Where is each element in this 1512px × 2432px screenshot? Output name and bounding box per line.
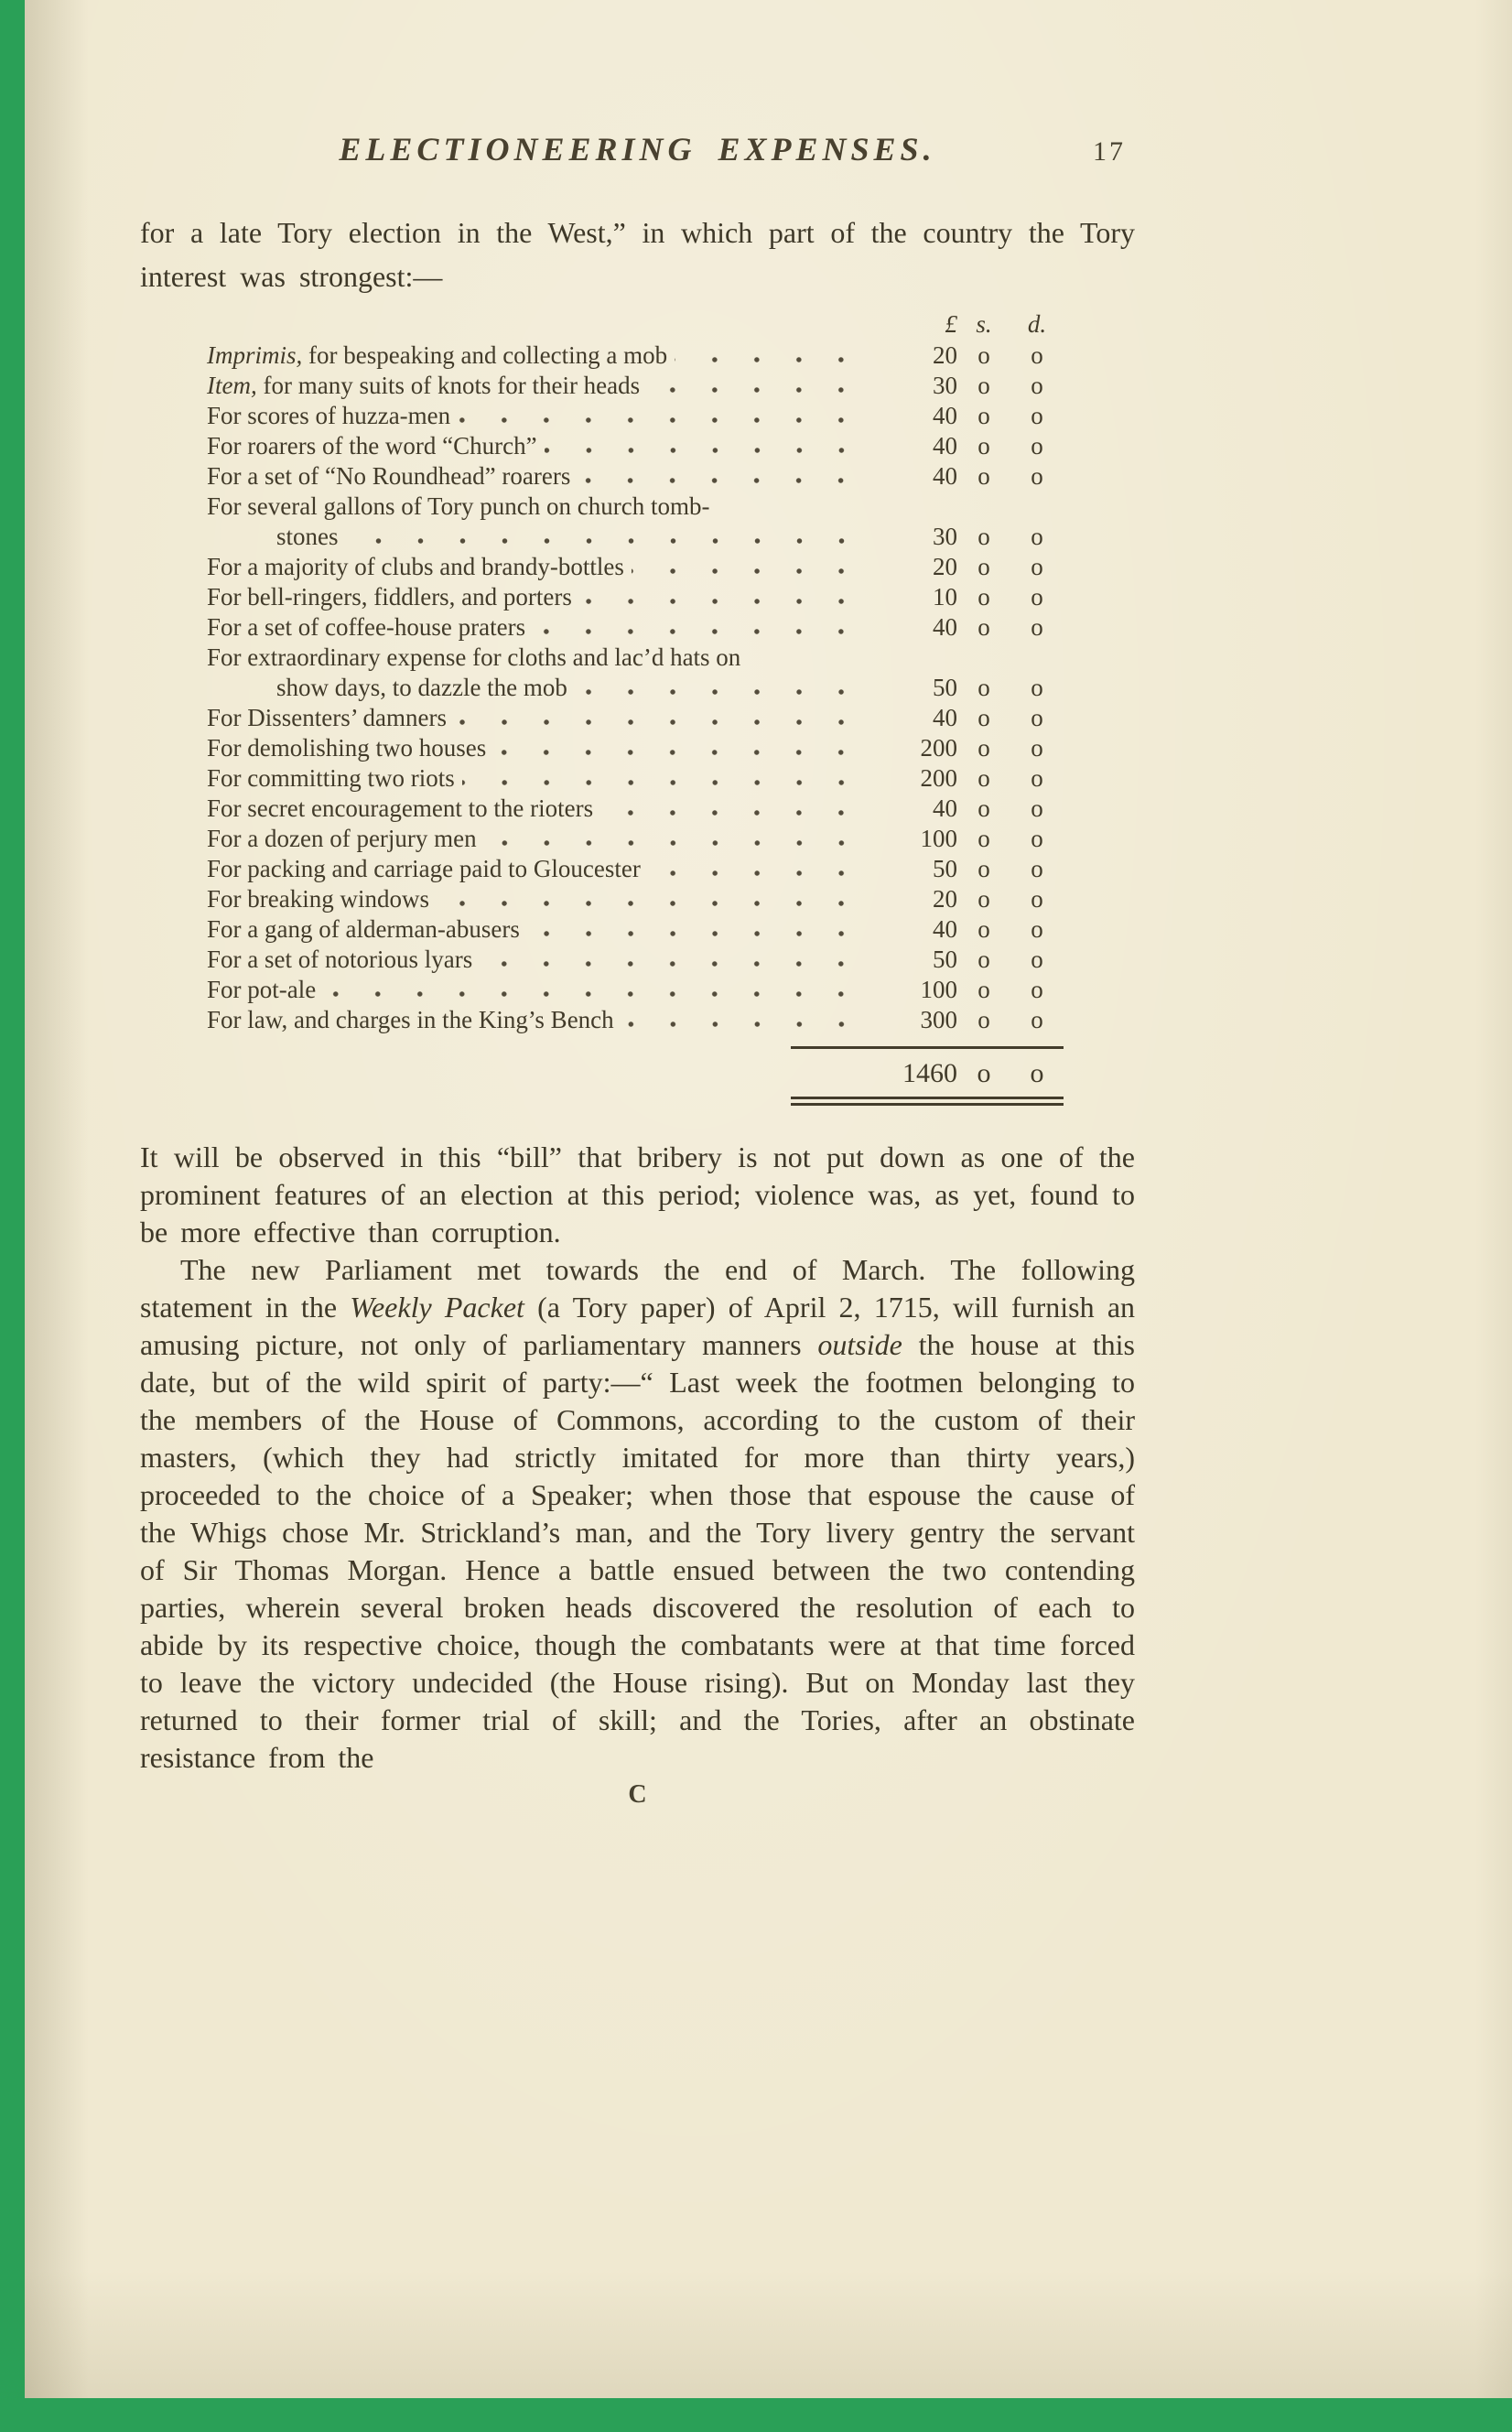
expense-row [140, 733, 1064, 763]
amount-pounds: 100 [920, 825, 957, 852]
expense-row [140, 763, 1064, 794]
body-paragraph [140, 1251, 1135, 1777]
leader-dots [579, 598, 862, 605]
amount-pence: o [1031, 462, 1043, 490]
text-run: The new Parliament met towards the end of March. The following statement in the [140, 1253, 1135, 1324]
amount-pence: o [1031, 1006, 1043, 1033]
pence-column-header: d. [1027, 310, 1047, 338]
expense-row [140, 401, 1064, 431]
row-label: Item, for many suits of knots for their heads [207, 372, 641, 399]
expense-row [140, 552, 1064, 582]
amount-pence: o [1031, 885, 1043, 913]
total-double-rule [791, 1097, 1064, 1106]
text-run: (a Tory paper) of April 2, 1715, will furnish an amusing picture, not only of parliamentary manners [140, 1291, 1136, 1361]
total-shillings: o [977, 1058, 991, 1088]
leader-dots [323, 990, 862, 998]
row-italic-lead: Imprimis, [207, 341, 303, 369]
amount-shillings: o [977, 1006, 990, 1033]
leader-dots [621, 1021, 862, 1028]
total-rule [791, 1046, 1064, 1049]
row-label: For packing and carriage paid to Gloucester [207, 855, 641, 882]
page-number: 17 [1093, 136, 1126, 167]
amount-shillings: o [977, 915, 990, 943]
row-continuation [207, 522, 1064, 552]
amount-pence: o [1031, 341, 1043, 369]
amount-pounds: 10 [933, 583, 957, 611]
amount-pounds: 40 [933, 432, 957, 459]
amount-pounds: 40 [933, 462, 957, 490]
amount-pounds: 40 [933, 915, 957, 943]
leader-dots [527, 930, 862, 937]
expense-rows [140, 340, 1064, 1035]
expense-row [140, 945, 1064, 975]
body-paragraph [140, 1139, 1135, 1251]
amount-shillings: o [977, 523, 990, 550]
row-label: For several gallons of Tory punch on church tomb- [207, 492, 710, 520]
expense-row [140, 975, 1064, 1005]
italic-text-run: Weekly Packet [350, 1291, 524, 1324]
expense-row [140, 643, 1064, 703]
amount-shillings: o [977, 794, 990, 822]
amount-pence: o [1031, 794, 1043, 822]
amount-pounds: 100 [920, 976, 957, 1003]
amount-shillings: o [977, 885, 990, 913]
amount-pounds: 200 [920, 734, 957, 762]
amount-pounds: 30 [933, 523, 957, 550]
expense-row [140, 340, 1064, 371]
leader-dots [632, 567, 862, 575]
amount-shillings: o [977, 432, 990, 459]
row-label: For a set of coffee-house praters [207, 613, 526, 641]
amount-shillings: o [977, 946, 990, 973]
shillings-column-header: s. [976, 310, 992, 338]
row-label: For breaking windows [207, 885, 429, 913]
amount-shillings: o [977, 855, 990, 882]
amount-pounds: 40 [933, 704, 957, 731]
amount-pence: o [1031, 583, 1043, 611]
row-label: For committing two riots [207, 764, 455, 792]
amount-pence: o [1031, 976, 1043, 1003]
pounds-column-header: £ [945, 310, 957, 338]
row-label: For demolishing two houses [207, 734, 487, 762]
row-label: For bell-ringers, fiddlers, and porters [207, 583, 572, 611]
leader-dots [600, 809, 862, 816]
leader-dots [533, 628, 862, 635]
expense-row [140, 884, 1064, 914]
amount-pounds: 50 [933, 855, 957, 882]
amount-pence: o [1031, 553, 1043, 580]
amount-pounds: 40 [933, 402, 957, 429]
leader-dots [545, 447, 862, 454]
amount-shillings: o [977, 613, 990, 641]
expense-row [140, 1005, 1064, 1035]
row-label-continued: show days, to dazzle the mob [276, 674, 567, 701]
amount-shillings: o [977, 764, 990, 792]
expense-row [140, 854, 1064, 884]
leader-dots [675, 356, 862, 363]
amount-pence: o [1031, 402, 1043, 429]
expense-row [140, 794, 1064, 824]
amount-shillings: o [977, 583, 990, 611]
amount-shillings: o [977, 674, 990, 701]
leader-dots [437, 900, 862, 907]
expense-row [140, 582, 1064, 612]
amount-pence: o [1031, 613, 1043, 641]
amount-pounds: 20 [933, 885, 957, 913]
amount-pence: o [1031, 372, 1043, 399]
body-paragraphs [140, 1139, 1135, 1777]
text-run: the house at this date, but of the wild spirit of party:—“ Last week the footmen belonging to the members of the House of Commons, according to the custom of their masters, (which they had strictly imitated for more than thirty years,) proceeded to the choice of a Speaker; when those that espouse the cause of the Whigs chose Mr. Strickland’s man, and the Tory livery gentry the servant of Sir Thomas Morgan. Hence a battle ensued between the two contending parties, wherein several broken heads discovered the resolution of each to abide by its respective choice, though the combatants were at that time forced to leave the victory undecided (the House rising). But on Monday last they returned to their former trial of skill; and the Tories, after an obstinate resistance from the [140, 1328, 1136, 1774]
amount-pounds: 50 [933, 946, 957, 973]
expense-row [140, 703, 1064, 733]
row-label: For law, and charges in the King’s Bench [207, 1006, 614, 1033]
row-label: For a gang of alderman-abusers [207, 915, 520, 943]
row-label: For roarers of the word “Church” [207, 432, 537, 459]
amount-shillings: o [977, 976, 990, 1003]
amount-shillings: o [977, 734, 990, 762]
amount-pence: o [1031, 825, 1043, 852]
leader-dots [454, 719, 862, 726]
amount-pounds: 200 [920, 764, 957, 792]
amount-pounds: 30 [933, 372, 957, 399]
amount-pence: o [1031, 674, 1043, 701]
row-label: For secret encouragement to the rioters [207, 794, 594, 822]
row-label: For scores of huzza-men [207, 402, 451, 429]
amount-pence: o [1031, 764, 1043, 792]
total-row [140, 1053, 1064, 1095]
amount-shillings: o [977, 372, 990, 399]
leader-dots [647, 386, 862, 394]
leader-dots [575, 688, 862, 696]
row-label: For a set of notorious lyars [207, 946, 473, 973]
leader-dots [480, 960, 862, 967]
row-label: For a dozen of perjury men [207, 825, 477, 852]
leader-dots [458, 416, 862, 424]
expense-row [140, 824, 1064, 854]
leader-dots [346, 537, 863, 545]
expense-row [140, 492, 1064, 552]
table-column-headers [140, 308, 1064, 340]
amount-pence: o [1031, 855, 1043, 882]
leader-dots [493, 749, 862, 756]
amount-pence: o [1031, 734, 1043, 762]
amount-pounds: 20 [933, 341, 957, 369]
amount-shillings: o [977, 704, 990, 731]
expense-row [140, 371, 1064, 401]
row-label: For extraordinary expense for cloths and lac’d hats on [207, 643, 741, 671]
row-italic-lead: Item, [207, 372, 257, 399]
expense-row [140, 461, 1064, 492]
amount-pounds: 50 [933, 674, 957, 701]
amount-pounds: 40 [933, 794, 957, 822]
expense-row [140, 431, 1064, 461]
leader-dots [484, 839, 862, 847]
row-label: For pot-ale [207, 976, 317, 1003]
leader-dots [578, 477, 862, 484]
amount-pence: o [1031, 915, 1043, 943]
leader-dots [648, 870, 862, 877]
amount-pence: o [1031, 946, 1043, 973]
amount-shillings: o [977, 825, 990, 852]
amount-shillings: o [977, 402, 990, 429]
total-pounds: 1460 [902, 1058, 957, 1088]
signature-mark: C [628, 1780, 647, 1809]
row-continuation [207, 673, 1064, 703]
expense-row [140, 612, 1064, 643]
intro-paragraph: for a late Tory election in the West,” in which part of the country the Tory interest was strongest:— [140, 216, 1135, 293]
amount-pence: o [1031, 432, 1043, 459]
row-label: Imprimis, for bespeaking and collecting a mob [207, 341, 668, 369]
expense-table [140, 308, 1135, 1106]
running-title: ELECTIONEERING EXPENSES. [339, 131, 936, 168]
page-header [140, 130, 1135, 174]
amount-pounds: 40 [933, 613, 957, 641]
row-label: For Dissenters’ damners [207, 704, 447, 731]
row-label: For a majority of clubs and brandy-bottles [207, 553, 624, 580]
row-label-continued: stones [276, 523, 339, 550]
amount-shillings: o [977, 462, 990, 490]
expense-row [140, 914, 1064, 945]
row-label: For a set of “No Roundhead” roarers [207, 462, 571, 490]
italic-text-run: outside [817, 1328, 902, 1361]
amount-shillings: o [977, 553, 990, 580]
amount-pence: o [1031, 704, 1043, 731]
amount-pence: o [1031, 523, 1043, 550]
amount-pounds: 20 [933, 553, 957, 580]
leader-dots [462, 779, 862, 786]
amount-shillings: o [977, 341, 990, 369]
text-run: It will be observed in this “bill” that bribery is not put down as one of the prominent features of an election at this period; violence was, as yet, found to be more effective than corruption. [140, 1140, 1135, 1248]
book-page [25, 0, 1512, 2398]
total-pence: o [1030, 1058, 1044, 1088]
amount-pounds: 300 [920, 1006, 957, 1033]
